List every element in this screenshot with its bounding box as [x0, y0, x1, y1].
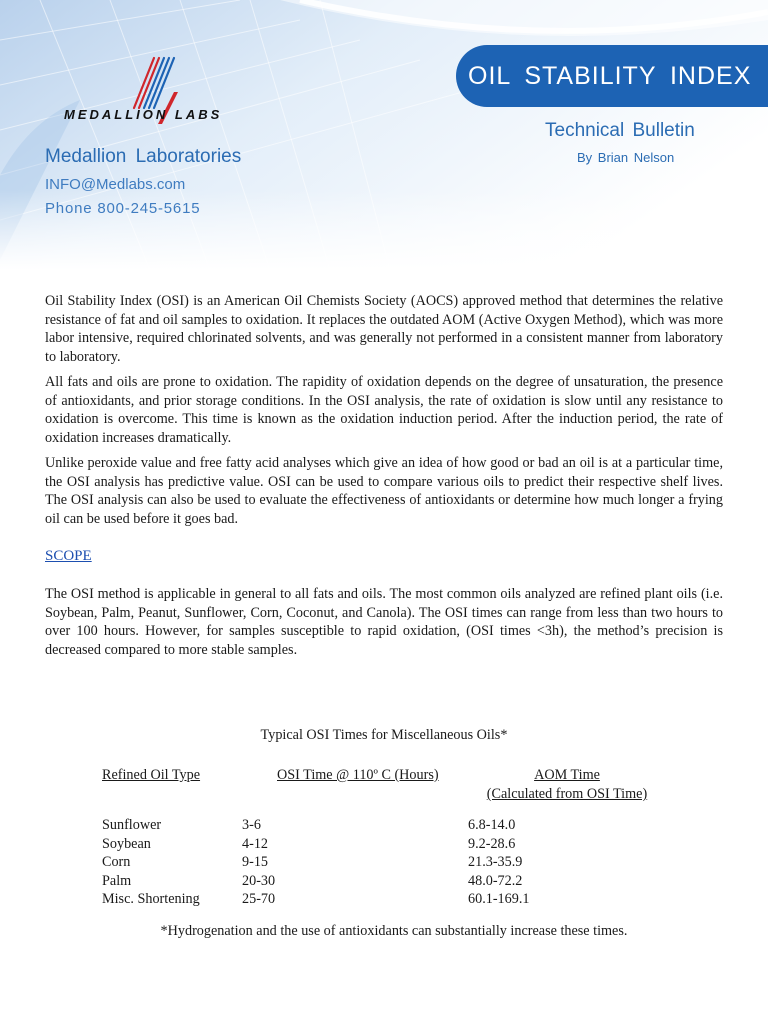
scope-heading: SCOPE [45, 548, 92, 564]
osi-time-cell: 3-6 [242, 817, 261, 833]
oil-type-cell: Corn [102, 854, 131, 871]
intro-paragraph: Oil Stability Index (OSI) is an American Oil Chemists Society (AOCS) approved method that determines the relative resistance of fat and oil samples to oxidation. It replaces the outdated AOM (Active Oxygen Method), which was more labor intensive, required chlorinated solvents, and was generally not performed in a consistent manner from laboratory to laboratory. [45, 293, 723, 365]
column-header-oil-type: Refined Oil Type [102, 767, 201, 783]
company-phone: Phone 800-245-5615 [45, 200, 201, 217]
company-name: Medallion Laboratories [45, 146, 242, 167]
aom-header-line2: (Calculated from OSI Time) [486, 786, 648, 802]
scope-paragraph: The OSI method is applicable in general to all fats and oils. The most common oils analyzed are refined plant oils (i.e. Soybean, Palm, Peanut, Sunflower, Corn, Coconut, and Canola). The OSI times can range from less than two hours to over 100 hours. However, for samples susceptible to rapid oxidation, (OSI times <3h), the method’s precision is decreased compared to more stable samples. [45, 586, 723, 658]
company-email-link[interactable]: INFO@Medlabs.com [45, 176, 186, 193]
bulletin-author: By Brian Nelson [577, 150, 675, 165]
osi-time-cell: 9-15 [242, 854, 269, 871]
table-footnote: *Hydrogenation and the use of antioxidants can substantially increase these times. [160, 923, 628, 939]
table-caption: Typical OSI Times for Miscellaneous Oils* [260, 727, 508, 743]
aom-header-line1: AOM Time [534, 767, 600, 783]
column-header-osi-time: OSI Time @ 110º C (Hours) [277, 767, 439, 783]
aom-time-cell: 21.3-35.9 [468, 854, 523, 871]
aom-time-cell: 6.8-14.0 [468, 817, 516, 833]
osi-time-cell: 20-30 [242, 872, 276, 889]
predictive-value-paragraph: Unlike peroxide value and free fatty acid analyses which give an idea of how good or bad an oil is at a particular time, the OSI analysis has predictive value. OSI can be used to compare various oils to predict their respective shelf lives. The OSI analysis can also be used to evaluate the effectiveness of antioxidants or determine how much longer a frying oil can be used before it goes bad. [45, 455, 723, 527]
oil-type-cell: Soybean [102, 835, 151, 852]
oil-type-cell: Sunflower [102, 817, 162, 833]
aom-time-cell: 9.2-28.6 [468, 835, 516, 852]
banner-title: OIL STABILITY INDEX [456, 45, 768, 107]
oil-type-cell: Palm [102, 872, 132, 889]
column-header-aom-time [472, 766, 662, 804]
logo-wordmark: MEDALLION LABS [64, 107, 223, 122]
osi-time-cell: 4-12 [242, 835, 269, 852]
oil-type-cell: Misc. Shortening [102, 891, 200, 908]
osi-time-cell: 25-70 [242, 891, 276, 908]
oxidation-paragraph: All fats and oils are prone to oxidation. The rapidity of oxidation depends on the degree of unsaturation, the presence of antioxidants, and prior storage conditions. In the OSI analysis, the rate of oxidation is slow until any resistance to oxidation is overcome. This time is known as the oxidation induction period. After the induction period, the rate of oxidation increases dramatically. [45, 374, 723, 446]
bulletin-title: Technical Bulletin [545, 120, 695, 141]
aom-time-cell: 48.0-72.2 [468, 872, 523, 889]
aom-time-cell: 60.1-169.1 [468, 891, 530, 908]
